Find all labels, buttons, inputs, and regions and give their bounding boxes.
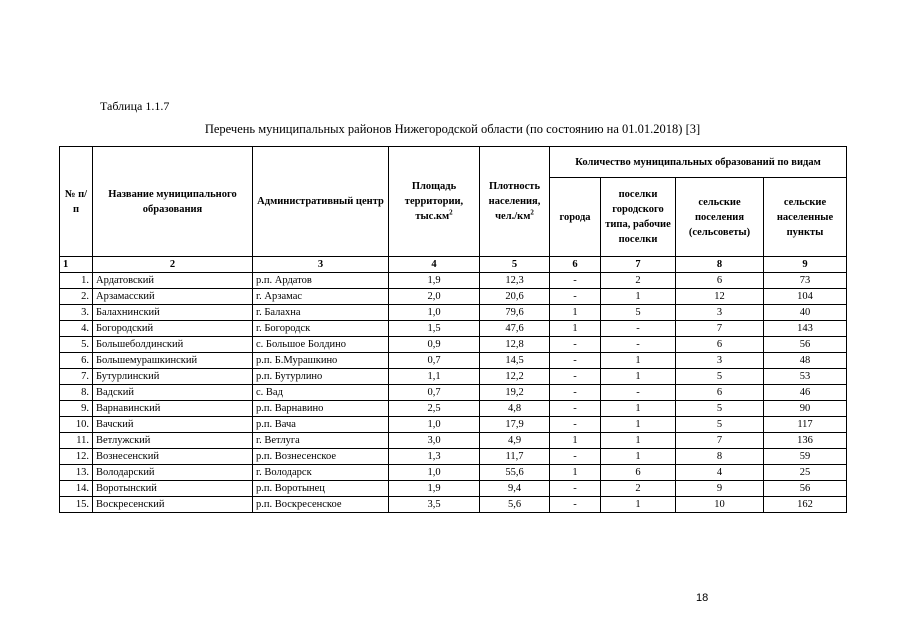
cities-count: - — [550, 385, 601, 401]
column-number-row — [60, 257, 847, 273]
cities-count: - — [550, 289, 601, 305]
towns-count: 2 — [601, 273, 676, 289]
cities-count: 1 — [550, 321, 601, 337]
density-value: 20,6 — [480, 289, 550, 305]
admin-center: р.п. Варнавино — [253, 401, 389, 417]
district-name: Богородский — [93, 321, 253, 337]
rural-localities-count: 48 — [764, 353, 847, 369]
admin-center: р.п. Воскресенское — [253, 497, 389, 513]
towns-count: 1 — [601, 289, 676, 305]
admin-center: р.п. Б.Мурашкино — [253, 353, 389, 369]
page-number: 18 — [696, 592, 709, 604]
table-row — [60, 433, 847, 449]
row-number: 3. — [60, 305, 93, 321]
row-number: 7. — [60, 369, 93, 385]
table-row — [60, 481, 847, 497]
rural-settlements-count: 9 — [676, 481, 764, 497]
rural-localities-count: 117 — [764, 417, 847, 433]
rural-localities-count: 90 — [764, 401, 847, 417]
row-number: 5. — [60, 337, 93, 353]
header-area — [389, 147, 480, 257]
header-group: Количество муниципальных образований по видам — [550, 147, 847, 178]
header-rural-localities: сельские населенные пункты — [764, 178, 847, 257]
column-number: 8 — [676, 257, 764, 273]
table-title: Перечень муниципальных районов Нижегородской области (по состоянию на 01.01.2018) [3] — [204, 122, 701, 136]
rural-localities-count: 25 — [764, 465, 847, 481]
area-value: 1,9 — [389, 481, 480, 497]
cities-count: 1 — [550, 433, 601, 449]
rural-localities-count: 53 — [764, 369, 847, 385]
header-density-sup: 2 — [530, 208, 534, 217]
rural-settlements-count: 6 — [676, 273, 764, 289]
row-number: 10. — [60, 417, 93, 433]
density-value: 5,6 — [480, 497, 550, 513]
towns-count: 1 — [601, 353, 676, 369]
rural-localities-count: 143 — [764, 321, 847, 337]
area-value: 1,0 — [389, 417, 480, 433]
towns-count: 1 — [601, 497, 676, 513]
table-row — [60, 465, 847, 481]
towns-count: 1 — [601, 449, 676, 465]
municipal-districts-table — [59, 146, 847, 513]
towns-count: 5 — [601, 305, 676, 321]
header-name: Название муниципального образования — [93, 147, 253, 257]
rural-settlements-count: 10 — [676, 497, 764, 513]
district-name: Вачский — [93, 417, 253, 433]
table-row — [60, 289, 847, 305]
density-value: 4,8 — [480, 401, 550, 417]
towns-count: 6 — [601, 465, 676, 481]
header-center: Административный центр — [253, 147, 389, 257]
cities-count: - — [550, 481, 601, 497]
rural-settlements-count: 12 — [676, 289, 764, 305]
admin-center: р.п. Бутурлино — [253, 369, 389, 385]
density-value: 17,9 — [480, 417, 550, 433]
admin-center: р.п. Вача — [253, 417, 389, 433]
towns-count: - — [601, 337, 676, 353]
area-value: 0,7 — [389, 353, 480, 369]
table-row — [60, 353, 847, 369]
column-number: 9 — [764, 257, 847, 273]
rural-settlements-count: 3 — [676, 305, 764, 321]
cities-count: 1 — [550, 465, 601, 481]
row-number: 14. — [60, 481, 93, 497]
rural-localities-count: 136 — [764, 433, 847, 449]
column-number: 3 — [253, 257, 389, 273]
district-name: Вознесенский — [93, 449, 253, 465]
header-area-sup: 2 — [449, 208, 453, 217]
area-value: 3,0 — [389, 433, 480, 449]
table-caption: Таблица 1.1.7 — [100, 99, 170, 113]
admin-center: р.п. Ардатов — [253, 273, 389, 289]
row-number: 13. — [60, 465, 93, 481]
cities-count: - — [550, 401, 601, 417]
cities-count: 1 — [550, 305, 601, 321]
area-value: 3,5 — [389, 497, 480, 513]
rural-settlements-count: 5 — [676, 401, 764, 417]
column-number: 6 — [550, 257, 601, 273]
towns-count: 1 — [601, 401, 676, 417]
row-number: 4. — [60, 321, 93, 337]
rural-settlements-count: 5 — [676, 369, 764, 385]
district-name: Большемурашкинский — [93, 353, 253, 369]
towns-count: - — [601, 385, 676, 401]
admin-center: г. Богородск — [253, 321, 389, 337]
header-rural-settlements: сельские поселения (сельсоветы) — [676, 178, 764, 257]
density-value: 11,7 — [480, 449, 550, 465]
table-row — [60, 497, 847, 513]
admin-center: с. Вад — [253, 385, 389, 401]
district-name: Арзамасский — [93, 289, 253, 305]
rural-localities-count: 73 — [764, 273, 847, 289]
rural-settlements-count: 3 — [676, 353, 764, 369]
density-value: 19,2 — [480, 385, 550, 401]
table-row — [60, 305, 847, 321]
density-value: 12,3 — [480, 273, 550, 289]
rural-settlements-count: 7 — [676, 433, 764, 449]
density-value: 12,8 — [480, 337, 550, 353]
district-name: Ардатовский — [93, 273, 253, 289]
row-number: 11. — [60, 433, 93, 449]
towns-count: 1 — [601, 433, 676, 449]
rural-settlements-count: 6 — [676, 337, 764, 353]
rural-localities-count: 56 — [764, 337, 847, 353]
header-cities: города — [550, 178, 601, 257]
row-number: 8. — [60, 385, 93, 401]
admin-center: г. Ветлуга — [253, 433, 389, 449]
header-num: № п/п — [60, 147, 93, 257]
column-number: 2 — [93, 257, 253, 273]
cities-count: - — [550, 273, 601, 289]
header-settlements: поселки городского типа, рабочие поселки — [601, 178, 676, 257]
towns-count: 1 — [601, 417, 676, 433]
rural-localities-count: 162 — [764, 497, 847, 513]
density-value: 47,6 — [480, 321, 550, 337]
admin-center: р.п. Воротынец — [253, 481, 389, 497]
density-value: 14,5 — [480, 353, 550, 369]
table-row — [60, 369, 847, 385]
row-number: 15. — [60, 497, 93, 513]
towns-count: 1 — [601, 369, 676, 385]
row-number: 2. — [60, 289, 93, 305]
row-number: 12. — [60, 449, 93, 465]
admin-center: г. Балахна — [253, 305, 389, 321]
header-density-label: Плотность населения, чел./км — [488, 181, 541, 222]
admin-center: г. Арзамас — [253, 289, 389, 305]
area-value: 1,9 — [389, 273, 480, 289]
district-name: Воротынский — [93, 481, 253, 497]
density-value: 79,6 — [480, 305, 550, 321]
table-row — [60, 273, 847, 289]
cities-count: - — [550, 369, 601, 385]
area-value: 2,0 — [389, 289, 480, 305]
table-row — [60, 321, 847, 337]
towns-count: - — [601, 321, 676, 337]
district-name: Воскресенский — [93, 497, 253, 513]
row-number: 6. — [60, 353, 93, 369]
area-value: 1,0 — [389, 305, 480, 321]
area-value: 1,1 — [389, 369, 480, 385]
rural-localities-count: 59 — [764, 449, 847, 465]
district-name: Балахнинский — [93, 305, 253, 321]
cities-count: - — [550, 353, 601, 369]
cities-count: - — [550, 449, 601, 465]
table-row — [60, 401, 847, 417]
area-value: 0,7 — [389, 385, 480, 401]
header-area-label: Площадь территории, тыс.км — [404, 181, 464, 222]
header-density — [480, 147, 550, 257]
rural-settlements-count: 7 — [676, 321, 764, 337]
table-row — [60, 417, 847, 433]
district-name: Володарский — [93, 465, 253, 481]
district-name: Большеболдинский — [93, 337, 253, 353]
district-name: Ветлужский — [93, 433, 253, 449]
table-body — [60, 273, 847, 513]
area-value: 1,3 — [389, 449, 480, 465]
column-number: 1 — [60, 257, 93, 273]
column-number: 5 — [480, 257, 550, 273]
table-row — [60, 449, 847, 465]
table-row — [60, 385, 847, 401]
column-number: 7 — [601, 257, 676, 273]
area-value: 0,9 — [389, 337, 480, 353]
row-number: 9. — [60, 401, 93, 417]
area-value: 2,5 — [389, 401, 480, 417]
rural-localities-count: 104 — [764, 289, 847, 305]
table-row — [60, 337, 847, 353]
cities-count: - — [550, 497, 601, 513]
rural-localities-count: 40 — [764, 305, 847, 321]
admin-center: г. Володарск — [253, 465, 389, 481]
area-value: 1,0 — [389, 465, 480, 481]
density-value: 55,6 — [480, 465, 550, 481]
rural-settlements-count: 8 — [676, 449, 764, 465]
column-number: 4 — [389, 257, 480, 273]
row-number: 1. — [60, 273, 93, 289]
district-name: Варнавинский — [93, 401, 253, 417]
area-value: 1,5 — [389, 321, 480, 337]
towns-count: 2 — [601, 481, 676, 497]
rural-settlements-count: 6 — [676, 385, 764, 401]
cities-count: - — [550, 417, 601, 433]
rural-settlements-count: 4 — [676, 465, 764, 481]
density-value: 12,2 — [480, 369, 550, 385]
rural-localities-count: 46 — [764, 385, 847, 401]
admin-center: с. Большое Болдино — [253, 337, 389, 353]
district-name: Бутурлинский — [93, 369, 253, 385]
admin-center: р.п. Вознесенское — [253, 449, 389, 465]
rural-localities-count: 56 — [764, 481, 847, 497]
district-name: Вадский — [93, 385, 253, 401]
density-value: 9,4 — [480, 481, 550, 497]
cities-count: - — [550, 337, 601, 353]
density-value: 4,9 — [480, 433, 550, 449]
rural-settlements-count: 5 — [676, 417, 764, 433]
